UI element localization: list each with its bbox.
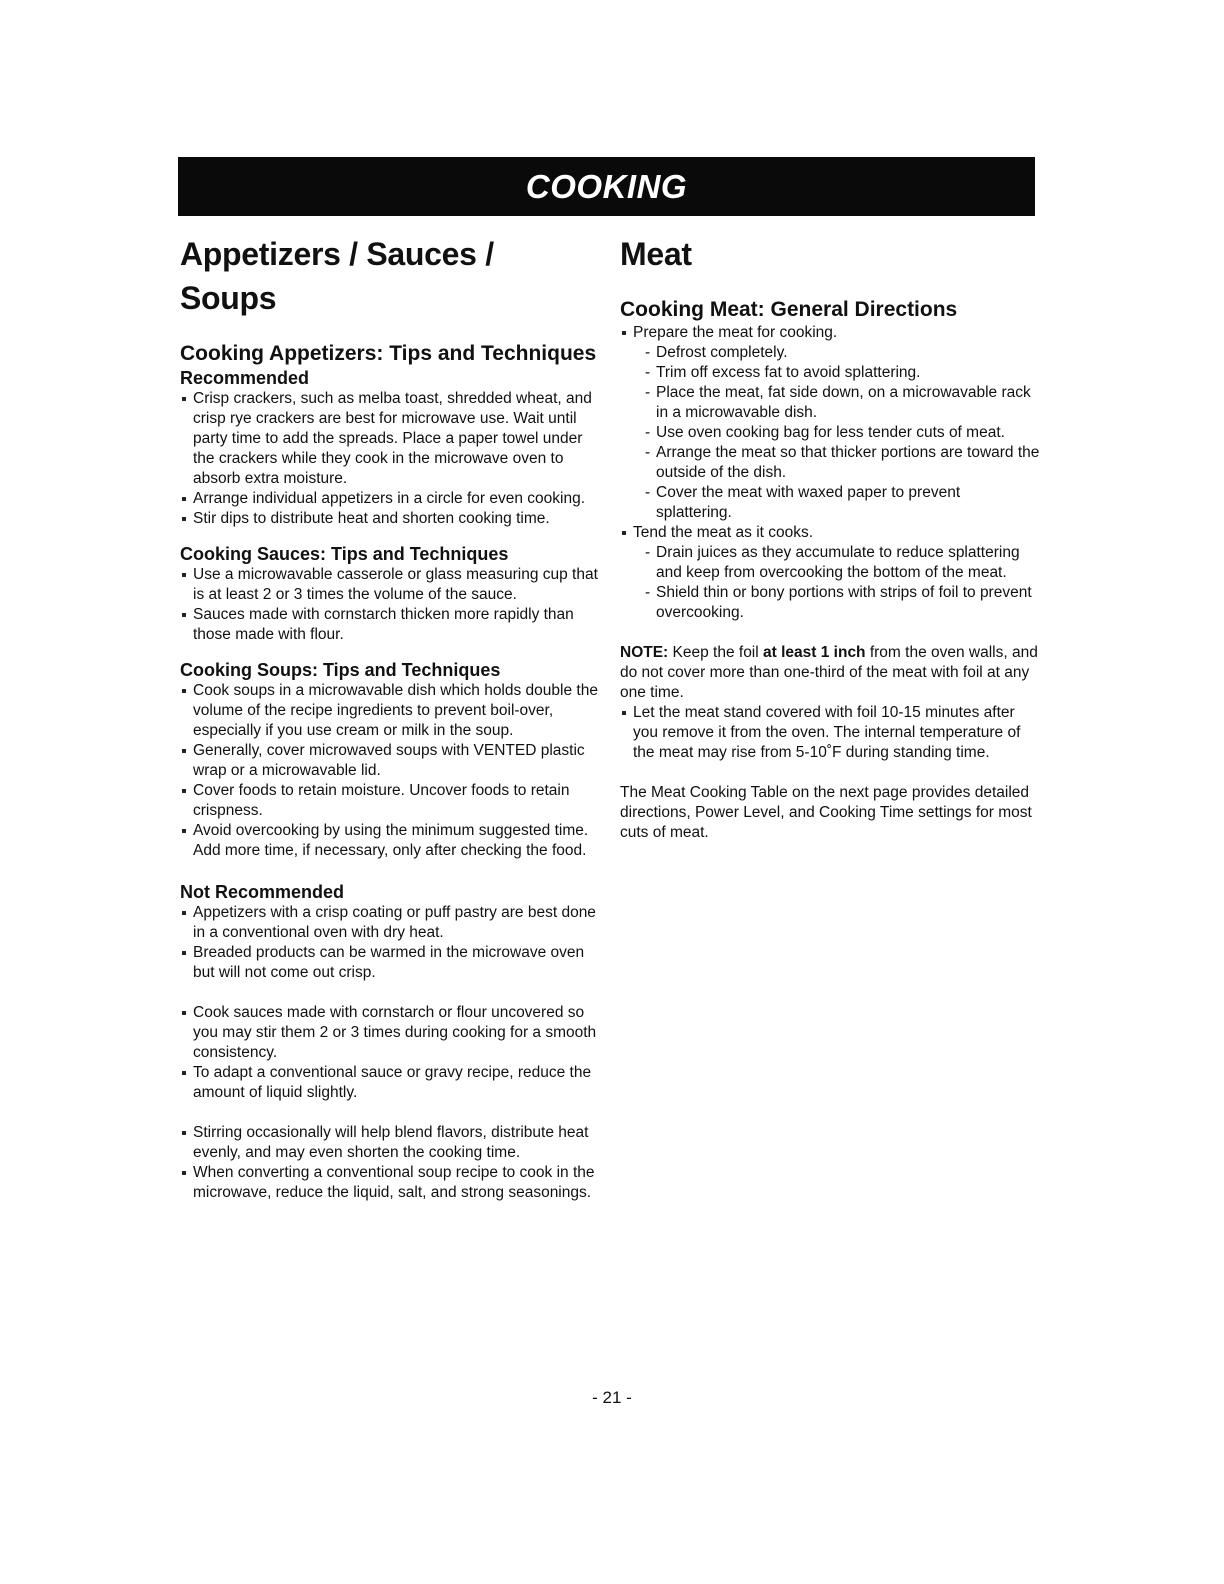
section-banner — [178, 157, 1035, 216]
list-item: Breaded products can be warmed in the microwave oven but will not come out crisp. — [180, 943, 598, 983]
sauces-heading: Cooking Sauces: Tips and Techniques — [180, 544, 509, 564]
meat-title: Meat — [620, 236, 692, 272]
list-item: Arrange individual appetizers in a circle for even cooking. — [180, 489, 598, 509]
left-column — [180, 232, 598, 1203]
list-item: Cook soups in a microwavable dish which holds double the volume of the recipe ingredients to prevent boil-over, especially if you use cream or milk in the soup. — [180, 681, 598, 741]
list-item: - Place the meat, fat side down, on a microwavable rack in a microwavable dish. — [645, 383, 1040, 423]
foil-note — [620, 643, 1040, 703]
appetizers-heading: Cooking Appetizers: Tips and Techniques — [180, 342, 597, 365]
note-text-1: Keep the foil — [668, 644, 764, 661]
appetizers-list — [180, 389, 598, 529]
list-item — [620, 523, 1040, 623]
closing-paragraph: The Meat Cooking Table on the next page provides detailed directions, Power Level, and Cooking Time settings for most cuts of meat. — [620, 784, 1032, 841]
soups-heading: Cooking Soups: Tips and Techniques — [180, 660, 501, 680]
list-item: Use a microwavable casserole or glass measuring cup that is at least 2 or 3 times the volume of the sauce. — [180, 565, 598, 605]
tend-text: Tend the meat as it cooks. — [633, 524, 814, 541]
tend-steps — [620, 543, 1040, 623]
prepare-steps — [620, 343, 1040, 523]
list-item: Appetizers with a crisp coating or puff pastry are best done in a conventional oven with dry heat. — [180, 903, 598, 943]
list-item: Avoid overcooking by using the minimum suggested time. Add more time, if necessary, only after checking the food. — [180, 821, 598, 861]
list-item: - Defrost completely. — [645, 343, 1040, 363]
note-bold: at least 1 inch — [763, 644, 866, 661]
appetizers-sauces-soups-title: Appetizers / Sauces / Soups — [180, 236, 494, 316]
list-item: Cover foods to retain moisture. Uncover foods to retain crispness. — [180, 781, 598, 821]
sauces-list — [180, 565, 598, 645]
list-item: Crisp crackers, such as melba toast, shredded wheat, and crisp rye crackers are best for microwave use. Wait until party time to add the spreads. Place a paper towel under the crackers while they cook in the microwave oven to absorb extra moisture. — [180, 389, 598, 489]
prepare-text: Prepare the meat for cooking. — [633, 324, 838, 341]
list-item: Cook sauces made with cornstarch or flour uncovered so you may stir them 2 or 3 times during cooking for a smooth consistency. — [180, 1003, 598, 1063]
list-item: - Trim off excess fat to avoid splattering. — [645, 363, 1040, 383]
list-item: - Cover the meat with waxed paper to prevent splattering. — [645, 483, 1040, 523]
not-recommended-list-2 — [180, 1003, 598, 1103]
list-item: - Arrange the meat so that thicker portions are toward the outside of the dish. — [645, 443, 1040, 483]
stand-list — [620, 703, 1040, 763]
not-recommended-heading: Not Recommended — [180, 882, 345, 902]
meat-directions-heading: Cooking Meat: General Directions — [620, 298, 958, 321]
list-item: Stirring occasionally will help blend flavors, distribute heat evenly, and may even shorten the cooking time. — [180, 1123, 598, 1163]
note-label: NOTE: — [620, 644, 669, 661]
list-item: Sauces made with cornstarch thicken more rapidly than those made with flour. — [180, 605, 598, 645]
page-number: - 21 - — [592, 1388, 632, 1407]
recommended-label: Recommended — [180, 368, 310, 388]
list-item: To adapt a conventional sauce or gravy recipe, reduce the amount of liquid slightly. — [180, 1063, 598, 1103]
list-item — [620, 323, 1040, 523]
list-item: Stir dips to distribute heat and shorten cooking time. — [180, 509, 598, 529]
note-text-2: from the oven walls, and do not cover more than one-third of the meat with foil at any one time. — [620, 644, 1038, 701]
soups-list — [180, 681, 598, 861]
not-recommended-list-3 — [180, 1123, 598, 1203]
banner-title: COOKING — [525, 167, 688, 205]
meat-directions-list — [620, 323, 1040, 623]
list-item: When converting a conventional soup recipe to cook in the microwave, reduce the liquid, salt, and strong seasonings. — [180, 1163, 598, 1203]
not-recommended-list-1 — [180, 903, 598, 983]
list-item: - Drain juices as they accumulate to reduce splattering and keep from overcooking the bottom of the meat. — [645, 543, 1040, 583]
right-column — [620, 232, 1040, 843]
list-item: Let the meat stand covered with foil 10-15 minutes after you remove it from the oven. The internal temperature of the meat may rise from 5-10˚F during standing time. — [620, 703, 1040, 763]
list-item: Generally, cover microwaved soups with VENTED plastic wrap or a microwavable lid. — [180, 741, 598, 781]
list-item: - Use oven cooking bag for less tender cuts of meat. — [645, 423, 1040, 443]
list-item: - Shield thin or bony portions with strips of foil to prevent overcooking. — [645, 583, 1040, 623]
